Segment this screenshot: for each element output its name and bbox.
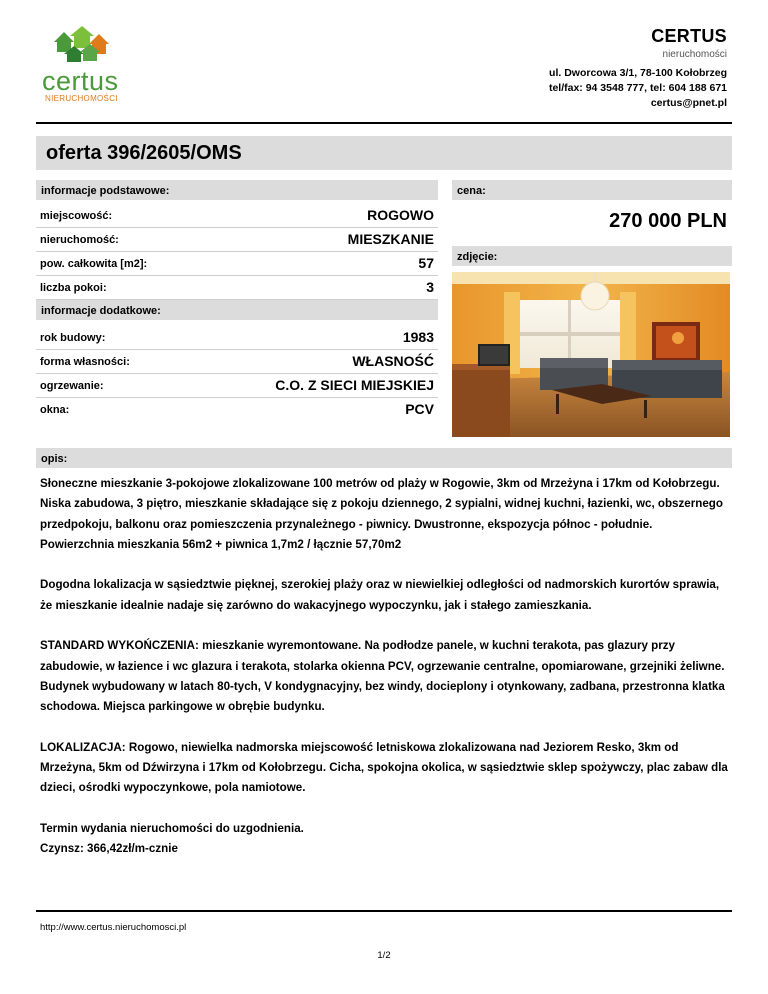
page-number: 1/2 — [377, 950, 391, 961]
info-row-build-year — [36, 326, 438, 350]
description-paragraph: Termin wydania nieruchomości do uzgodnienia. — [40, 822, 304, 836]
description-paragraph: Słoneczne mieszkanie 3-pokojowe zlokalizowane 100 metrów od plaży w Rogowie, 3km od Mrzeżyna i 17km od Kołobrzegu. Niska zabudowa, 3 piętro, mieszkanie składające się z pokoju dziennego, 2 sypialni, widnej kuchni, łazienki, wc, obszernego przedpokoju, balkonu oraz pomieszczenia przynależnego - piwnicy. Dwustronne, ekspozycja północ - południe. — [40, 477, 723, 531]
info-row-rooms — [36, 276, 438, 300]
offer-title: oferta 396/2605/OMS — [46, 142, 242, 164]
info-value: 57 — [418, 255, 434, 271]
info-value: WŁASNOŚĆ — [352, 353, 434, 369]
description-paragraph: Dogodna lokalizacja w sąsiedztwie pięknej, szerokiej plaży oraz w niewielkiej odległości od nadmorskich kurortów sprawia, że mieszkanie idealnie nadaje się zarówno do wakacyjnego wypoczynku, jak i stałego zamieszkania. — [40, 578, 720, 612]
info-value: MIESZKANIE — [347, 231, 434, 247]
description-paragraph: LOKALIZACJA: Rogowo, niewielka nadmorska miejscowość letniskowa zlokalizowana nad Jeziorem Resko, 3km od Mrzeżyna, 5km od Dźwirzyna i 17km od Kołobrzegu. Cicha, spokojna okolica, w sąsiedztwie sklep spożywczy, plac zabaw dla dzieci, ośrodki wypoczynkowe, pola namiotowe. — [40, 740, 728, 795]
info-row-town — [36, 204, 438, 228]
info-label: forma własności: — [40, 356, 130, 368]
description-heading: opis: — [36, 448, 732, 468]
brand-name: CERTUS — [651, 26, 727, 46]
price-value: 270 000 PLN — [609, 210, 727, 232]
info-value: 3 — [426, 279, 434, 295]
info-label: ogrzewanie: — [40, 380, 104, 392]
info-value: C.O. Z SIECI MIEJSKIEJ — [275, 377, 434, 393]
logo-wordmark: certus — [42, 66, 119, 96]
property-photo — [452, 272, 730, 437]
description-paragraph: Powierzchnia mieszkania 56m2 + piwnica 1,7m2 / łącznie 57,70m2 — [40, 537, 402, 551]
info-row-area — [36, 252, 438, 276]
footer-divider — [36, 910, 732, 912]
description-paragraph: STANDARD WYKOŃCZENIA: mieszkanie wyremontowane. Na podłodze panele, w kuchni terakota, pas glazury przy zabudowie, w łazience i wc glazura i terakota, stolarka okienna PCV, ogrzewanie centralne, opomiarowane, grzejniki żeliwne. Budynek wybudowany w latach 80-tych, V kondygnacyjny, bez windy, docieplony i otynkowany, zadbana, przestronna klatka schodowa. Miejsca parkingowe w obrębie budynku. — [40, 639, 725, 714]
info-row-property — [36, 228, 438, 252]
header-divider — [36, 122, 732, 124]
info-label: rok budowy: — [40, 332, 106, 344]
basic-info-heading: informacje podstawowe: — [36, 180, 438, 200]
info-label: liczba pokoi: — [40, 282, 107, 294]
description-body — [40, 474, 730, 860]
info-value: ROGOWO — [367, 207, 434, 223]
contact-block — [549, 66, 727, 111]
info-row-heating — [36, 374, 438, 398]
info-label: miejscowość: — [40, 210, 113, 222]
info-value: 1983 — [402, 329, 434, 345]
extra-info-heading: informacje dodatkowe: — [36, 300, 438, 320]
footer-url-link[interactable]: http://www.certus.nieruchomosci.pl — [40, 922, 187, 933]
logo-subtitle: NIERUCHOMOŚCI — [45, 94, 118, 103]
info-label: nieruchomość: — [40, 234, 119, 246]
photo-heading: zdjęcie: — [452, 246, 732, 266]
brand-block — [651, 26, 727, 60]
info-row-ownership — [36, 350, 438, 374]
brand-subtitle: nieruchomości — [662, 49, 727, 60]
contact-address: ul. Dworcowa 3/1, 78-100 Kołobrzeg — [549, 67, 727, 79]
offer-title-bar — [36, 136, 732, 170]
info-row-windows — [36, 398, 438, 422]
contact-phones: tel/fax: 94 3548 777, tel: 604 188 671 — [548, 82, 727, 94]
info-label: pow. całkowita [m2]: — [40, 258, 148, 270]
price-heading: cena: — [452, 180, 732, 200]
info-label: okna: — [40, 404, 70, 416]
contact-email[interactable]: certus@pnet.pl — [650, 97, 727, 109]
description-paragraph: Czynsz: 366,42zł/m-cznie — [40, 842, 178, 856]
info-value: PCV — [405, 401, 434, 417]
